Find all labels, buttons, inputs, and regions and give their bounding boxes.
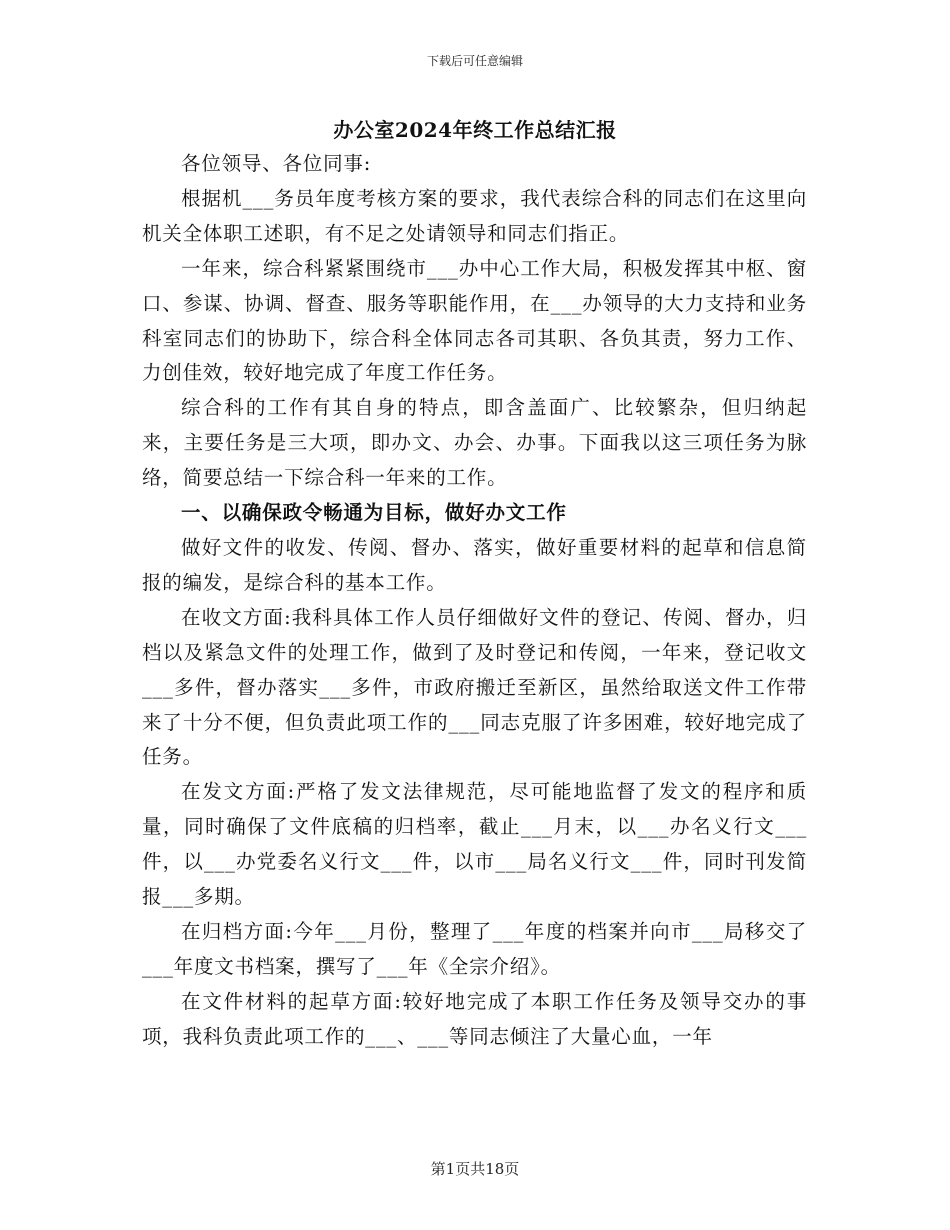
paragraph: 综合科的工作有其自身的特点，即含盖面广、比较繁杂，但归纳起来，主要任务是三大项，即办文、办会、办事。下面我以这三项任务为脉络，简要总结一下综合科一年来的工作。 [142,396,807,490]
section-heading: 一、以确保政令畅通为目标，做好办文工作 [181,501,567,525]
document-title: 办公室2024年终工作总结汇报 [333,118,617,142]
salutation: 各位领导、各位同事: [181,152,372,175]
document-body [142,147,807,1055]
page-footer: 第1页共18页 [430,1160,520,1178]
header-note: 下载后可任意编辑 [426,54,523,68]
paragraph: 一年来，综合科紧紧围绕市___办中心工作大局，积极发挥其中枢、窗口、参谋、协调、督查、服务等职能作用，在___办领导的大力支持和业务科室同志们的协助下，综合科全体同志各司其职、各负其责，努力工作、力创佳效，较好地完成了年度工作任务。 [142,256,807,385]
paragraph: 做好文件的收发、传阅、督办、落实，做好重要材料的起草和信息简报的编发，是综合科的基本工作。 [142,535,807,594]
paragraph: 在文件材料的起草方面:较好地完成了本职工作任务及领导交办的事项，我科负责此项工作的___、___等同志倾注了大量心血，一年 [142,989,807,1048]
paragraph: 根据机___务员年度考核方案的要求，我代表综合科的同志们在这里向机关全体职工述职，有不足之处请领导和同志们指正。 [142,186,807,245]
paragraph: 在发文方面:严格了发文法律规范，尽可能地监督了发文的程序和质量，同时确保了文件底稿的归档率，截止___月末，以___办名义行文___件，以___办党委名义行文___件，以市___局名义行文___件，同时刊发简报___多期。 [142,780,807,909]
paragraph: 在收文方面:我科具体工作人员仔细做好文件的登记、传阅、督办，归档以及紧急文件的处理工作，做到了及时登记和传阅，一年来，登记收文___多件，督办落实___多件，市政府搬迁至新区，虽然给取送文件工作带来了十分不便，但负责此项工作的___同志克服了许多困难，较好地完成了任务。 [142,605,807,769]
paragraph: 在归档方面:今年___月份，整理了___年度的档案并向市___局移交了___年度文书档案，撰写了___年《全宗介绍》。 [142,919,807,978]
